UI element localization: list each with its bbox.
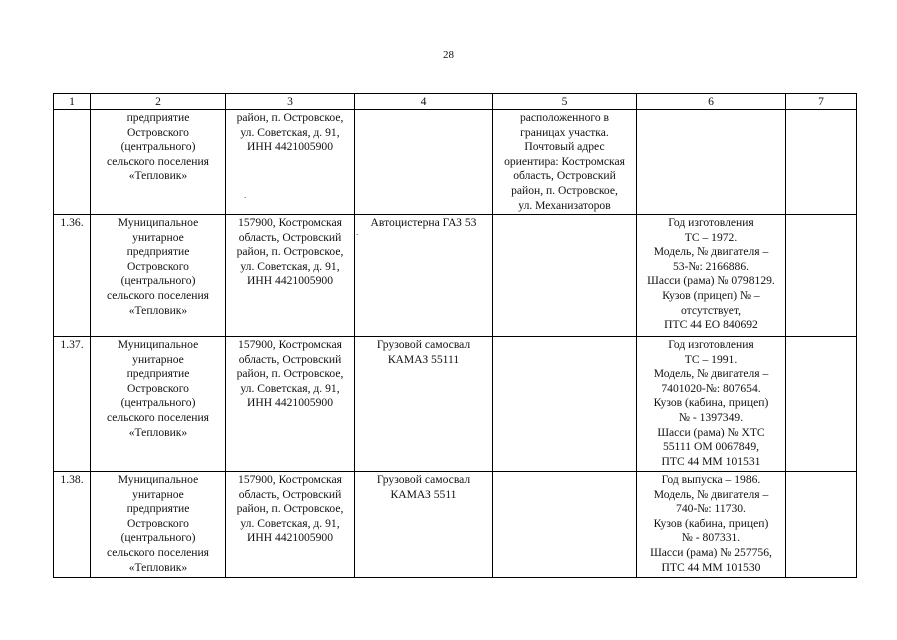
cell-line: предприятие: [126, 111, 190, 124]
cell-line: ИНН 4421005900: [247, 274, 333, 288]
row-number-cell: 1.38.: [54, 472, 91, 578]
cell-line: 157900, Костромская: [238, 338, 342, 351]
column-number: 7: [786, 94, 857, 110]
cell-line: район, п. Островское,: [236, 367, 344, 381]
cell-line: ПТС 44 ММ 101531: [661, 454, 761, 468]
column-number-row: [54, 94, 857, 110]
note-cell: [786, 215, 857, 337]
note-cell: [786, 472, 857, 578]
object-cell: [355, 337, 493, 472]
cell-line: унитарное: [132, 487, 184, 501]
details-cell: [637, 472, 786, 578]
cell-line: ул. Советская, д. 91,: [240, 125, 340, 139]
cell-line: границах участка.: [520, 125, 609, 139]
cell-line: сельского поселения: [106, 545, 210, 559]
registry-table: [53, 93, 857, 578]
note-cell: [786, 337, 857, 472]
object-cell: [355, 472, 493, 578]
location-cell: [493, 472, 637, 578]
cell-line: КАМАЗ 5511: [390, 487, 457, 501]
details-cell: [637, 110, 786, 215]
object-cell: [355, 215, 493, 337]
cell-line: Автоцистерна ГАЗ 53: [370, 216, 477, 229]
details-cell: [637, 337, 786, 472]
cell-line: область, Островский: [238, 487, 342, 501]
note-cell: [786, 110, 857, 215]
object-cell: [355, 110, 493, 215]
cell-line: ИНН 4421005900: [247, 396, 333, 410]
cell-line: ориентира: Костромская: [504, 154, 625, 168]
cell-line: (центрального): [120, 140, 196, 154]
cell-line: Островского: [127, 516, 189, 530]
cell-line: Островского: [127, 125, 189, 139]
location-cell: [493, 110, 637, 215]
column-number: 1: [54, 94, 91, 110]
cell-line: ул. Советская, д. 91,: [240, 516, 340, 530]
cell-line: Муниципальное: [117, 338, 199, 351]
cell-line: «Тепловик»: [128, 425, 188, 439]
cell-line: 157900, Костромская: [238, 216, 342, 229]
cell-line: 157900, Костромская: [238, 473, 342, 486]
cell-line: район, п. Островское,: [511, 183, 618, 197]
cell-line: Год изготовления: [668, 338, 754, 351]
cell-line: КАМАЗ 55111: [387, 352, 460, 366]
cell-line: 7401020-№: 807654.: [661, 381, 761, 395]
holder-cell: [91, 337, 226, 472]
cell-line: Грузовой самосвал: [376, 473, 471, 486]
cell-line: Год выпуска – 1986.: [661, 473, 761, 486]
column-number: 5: [493, 94, 637, 110]
cell-line: район, п. Островское,: [236, 111, 344, 124]
cell-line: (центрального): [120, 531, 196, 545]
cell-line: ул. Советская, д. 91,: [240, 259, 340, 273]
column-number: 4: [355, 94, 493, 110]
cell-line: № - 1397349.: [678, 410, 744, 424]
cell-line: Островского: [127, 381, 189, 395]
cell-line: Шасси (рама) № 257756,: [650, 545, 772, 559]
cell-line: Кузов (кабина, прицеп): [653, 396, 769, 410]
cell-line: Модель, № двигателя –: [653, 245, 769, 259]
cell-line: «Тепловик»: [128, 303, 188, 317]
cell-line: Модель, № двигателя –: [653, 367, 769, 381]
cell-line: предприятие: [126, 502, 190, 516]
table-row: [54, 472, 857, 578]
cell-line: Шасси (рама) № 0798129.: [647, 274, 775, 288]
cell-line: ул. Механизаторов: [518, 198, 611, 212]
cell-line: «Тепловик»: [128, 169, 188, 183]
table-row: [54, 215, 857, 337]
cell-line: ИНН 4421005900: [247, 531, 333, 545]
cell-line: область, Островский: [238, 230, 342, 244]
cell-line: Кузов (прицеп) № –: [662, 288, 760, 302]
holder-cell: [91, 472, 226, 578]
address-cell: [226, 337, 355, 472]
cell-line: Модель, № двигателя –: [653, 487, 769, 501]
cell-line: ПТС 44 ЕО 840692: [664, 318, 758, 332]
cell-line: Муниципальное: [117, 216, 199, 229]
row-number-cell: [54, 110, 91, 215]
column-number: 3: [226, 94, 355, 110]
holder-cell: [91, 215, 226, 337]
cell-line: унитарное: [132, 352, 184, 366]
cell-line: ул. Советская, д. 91,: [240, 381, 340, 395]
cell-line: отсутствует,: [680, 303, 742, 317]
cell-line: область, Островский: [513, 169, 616, 183]
cell-line: район, п. Островское,: [236, 502, 344, 516]
cell-line: (центрального): [120, 274, 196, 288]
cell-line: Островского: [127, 259, 189, 273]
cell-line: предприятие: [126, 245, 190, 259]
cell-line: ИНН 4421005900: [247, 140, 333, 154]
cell-line: Год изготовления: [668, 216, 754, 229]
cell-line: область, Островский: [238, 352, 342, 366]
cell-line: 740-№: 11730.: [676, 502, 746, 516]
cell-line: унитарное: [132, 230, 184, 244]
table-row: [54, 337, 857, 472]
location-cell: [493, 215, 637, 337]
row-number-cell: 1.36.: [54, 215, 91, 337]
cell-line: ПТС 44 ММ 101530: [661, 560, 761, 574]
cell-line: предприятие: [126, 367, 190, 381]
cell-line: № - 807331.: [681, 531, 741, 545]
scan-speck: .: [356, 227, 359, 237]
cell-line: Почтовый адрес: [524, 140, 605, 154]
cell-line: (центрального): [120, 396, 196, 410]
row-number-cell: 1.37.: [54, 337, 91, 472]
cell-line: ТС – 1991.: [684, 352, 738, 366]
cell-line: сельского поселения: [106, 410, 210, 424]
table-row: [54, 110, 857, 215]
cell-line: район, п. Островское,: [236, 245, 344, 259]
cell-line: Грузовой самосвал: [376, 338, 471, 351]
location-cell: [493, 337, 637, 472]
scan-speck: .: [244, 190, 247, 200]
details-cell: [637, 215, 786, 337]
column-number: 2: [91, 94, 226, 110]
cell-line: Муниципальное: [117, 473, 199, 486]
cell-line: 53-№: 2166886.: [672, 259, 750, 273]
holder-cell: [91, 110, 226, 215]
cell-line: Кузов (кабина, прицеп): [653, 516, 769, 530]
cell-line: «Тепловик»: [128, 560, 188, 574]
address-cell: [226, 215, 355, 337]
page-number: 28: [443, 49, 454, 61]
cell-line: сельского поселения: [106, 288, 210, 302]
column-number: 6: [637, 94, 786, 110]
cell-line: ТС – 1972.: [684, 230, 738, 244]
cell-line: сельского поселения: [106, 154, 210, 168]
cell-line: расположенного в: [519, 111, 610, 124]
cell-line: Шасси (рама) № ХТС: [657, 425, 765, 439]
cell-line: 55111 ОМ 0067849,: [662, 440, 760, 454]
address-cell: [226, 472, 355, 578]
